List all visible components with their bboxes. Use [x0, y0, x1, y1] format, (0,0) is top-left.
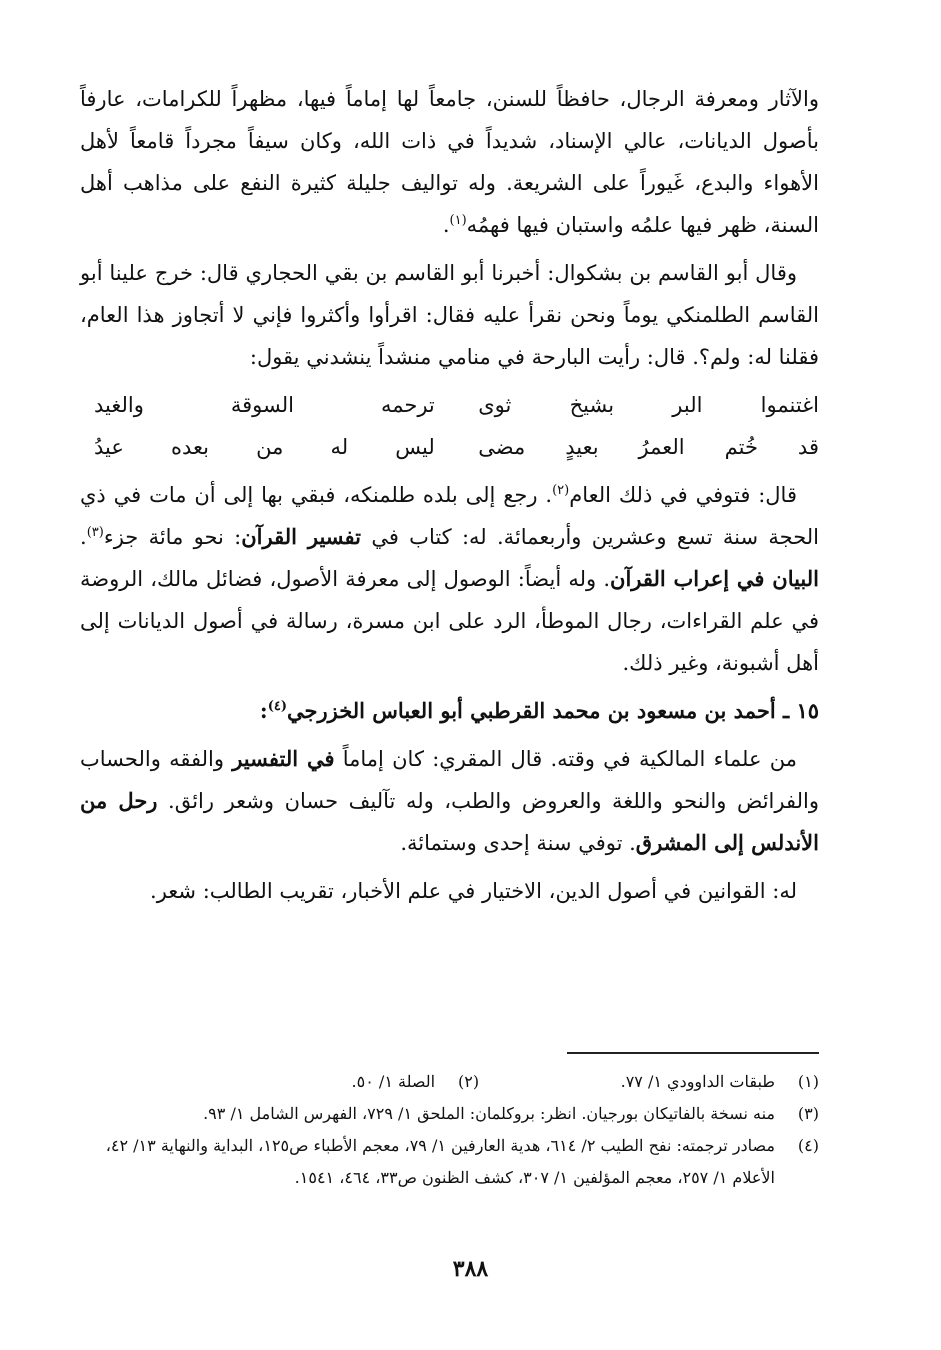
footnote-1 — [479, 1066, 819, 1098]
footnote-row-1-2 — [80, 1066, 819, 1098]
verse-1-first-hemistich: اغتنموا البر بشيخ ثوى — [478, 393, 819, 417]
paragraph-4-part-c: . توفي سنة إحدى وستمائة. — [400, 831, 636, 855]
entry-number: ١٥ ـ — [782, 698, 819, 723]
paragraph-3-part-c: : نحو مائة جزء — [103, 525, 242, 549]
footnote-3 — [80, 1098, 819, 1130]
footnote-4 — [80, 1130, 819, 1194]
footnote-4-text: مصادر ترجمته: نفح الطيب ٢/ ٦١٤، هدية العارفين ١/ ٧٩، معجم الأطباء ص١٢٥، البداية والنهاية ١٣/ ٤٢، الأعلام ١/ ٢٥٧، معجم المؤلفين ١/ ٣٠٧، كشف الظنون ص٣٣، ٤٦٤، ١٥٤١. — [105, 1136, 775, 1187]
paragraph-4 — [80, 738, 819, 864]
verse-1-second-hemistich: ترحمه السوقة والغيد — [94, 393, 435, 417]
poem-verse-1 — [80, 384, 819, 426]
poem-verse-2 — [80, 426, 819, 468]
footnotes — [80, 1066, 819, 1194]
verse-2-second-hemistich: ليس له من بعده عيدُ — [94, 435, 435, 459]
paragraph-3-part-e: . وله أيضاً: الوصول إلى معرفة الأصول، فضائل مالك، الروضة في علم القراءات، رجال الموطأ، الرد على ابن مسرة، رسالة في أصول الديانات إلى أهل أشبونة، وغير ذلك. — [80, 567, 819, 675]
footnote-2-text: الصلة ١/ ٥٠. — [351, 1072, 436, 1091]
paragraph-4-part-a: من علماء المالكية في وقته. قال المقري: كان إماماً — [342, 747, 797, 771]
book-title-tafsir: تفسير القرآن — [241, 524, 362, 549]
paragraph-3-part-b: . رجع إلى بلده طلمنكه، فبقي بها إلى أن مات في ذي الحجة سنة تسع وعشرين وأربعمائة. له: كتاب في — [80, 483, 819, 549]
entry-heading — [80, 690, 819, 732]
paragraph-1 — [80, 78, 819, 246]
footnote-ref-3[interactable]: (٣) — [86, 525, 104, 540]
paragraph-4-part-b: والفقه والحساب والفرائض والنحو واللغة والعروض والطب، وله تآليف حسان وشعر رائق. — [80, 747, 819, 813]
paragraph-3 — [80, 474, 819, 684]
paragraph-1-end: . — [442, 213, 450, 237]
footnote-1-text: طبقات الداوودي ١/ ٧٧. — [620, 1072, 775, 1091]
book-title-bayan: البيان في إعراب القرآن — [610, 566, 819, 591]
paragraph-1-text: والآثار ومعرفة الرجال، حافظاً للسنن، جامعاً لها إماماً فيها، مظهراً للكرامات، عارفاً بأصول الديانات، عالي الإسناد، شديداً في ذات الله، وكان سيفاً مجرداً قامعاً لأهل الأهواء والبدع، غَيوراً على الشريعة. وله تواليف جليلة كثيرة النفع على مذاهب أهل السنة، ظهر فيها علمُه واستبان فيها فهمُه — [80, 87, 819, 237]
footnote-ref-1[interactable]: (١) — [449, 213, 467, 228]
paragraph-2: وقال أبو القاسم بن بشكوال: أخبرنا أبو القاسم بن بقي الحجاري قال: خرج علينا أبو القاسم الطلمنكي يوماً ونحن نقرأ عليه فقال: اقرأوا وأكثروا فإني لا أتجاوز هذا العام، فقلنا له: ولم؟. قال: رأيت البارحة في منامي منشداً ينشدني يقول: — [80, 261, 819, 369]
footnote-divider — [567, 1052, 819, 1054]
entry-name: أحمد بن مسعود بن محمد القرطبي أبو العباس الخزرجي — [286, 698, 776, 723]
paragraph-3-part-d: . — [80, 525, 87, 549]
footnote-3-text: منه نسخة بالفاتيكان بورجيان. انظر: بروكلمان: الملحق ١/ ٧٢٩، الفهرس الشامل ١/ ٩٣. — [203, 1104, 775, 1123]
footnote-ref-4[interactable]: (٤) — [267, 699, 287, 714]
footnote-ref-2[interactable]: (٢) — [552, 483, 570, 498]
footnote-2-number: (٢) — [457, 1072, 480, 1091]
footnote-2 — [139, 1066, 479, 1098]
verse-2-first-hemistich: قد خُتم العمرُ بعيدٍ مضى — [478, 435, 819, 459]
entry-colon: : — [259, 698, 268, 723]
poem — [80, 384, 819, 468]
paragraph-3-part-a: قال: فتوفي في ذلك العام — [569, 483, 797, 507]
paragraph-5: له: القوانين في أصول الدين، الاختيار في علم الأخبار، تقريب الطالب: شعر. — [150, 879, 797, 903]
footnote-1-number: (١) — [797, 1072, 819, 1091]
emphasis-travel: رحل من الأندلس إلى المشرق — [80, 788, 819, 855]
main-text — [80, 78, 819, 918]
footnote-3-number: (٣) — [797, 1104, 819, 1123]
footnote-4-number: (٤) — [797, 1136, 819, 1155]
page-number: ٣٨٨ — [452, 1256, 489, 1282]
emphasis-tafsir: في التفسير — [232, 746, 335, 771]
